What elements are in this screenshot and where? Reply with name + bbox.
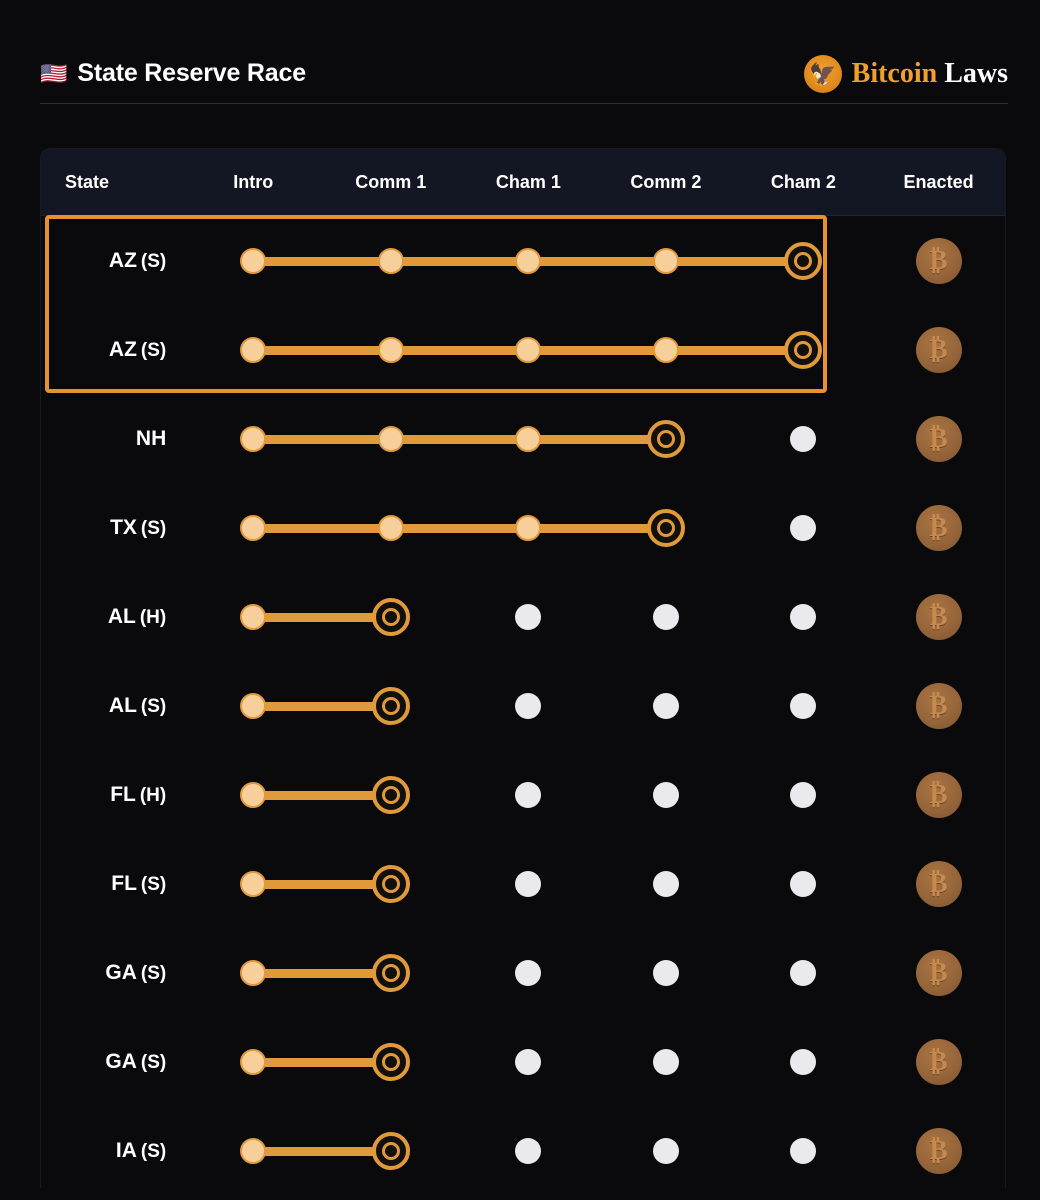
stage-cell-cham-2[interactable] [735,483,873,572]
enacted-cell [872,594,1005,640]
stage-cell-intro[interactable] [184,1017,322,1106]
stage-cell-comm-2[interactable] [597,661,735,750]
stage-cell-intro[interactable] [184,394,322,483]
eagle-seal-icon [804,55,842,93]
table-row[interactable] [41,305,1005,394]
bitcoin-coin-icon: ₿ [916,416,962,462]
state-reserve-race-table [40,148,1006,1188]
stage-node-current[interactable] [372,598,410,636]
stage-node-done[interactable] [240,1138,266,1164]
stage-node-done[interactable] [515,515,541,541]
bitcoin-coin-icon: ₿ [916,1128,962,1174]
stage-cell-comm-2[interactable] [597,839,735,928]
stage-connector [391,435,536,444]
stage-cell-intro[interactable] [184,928,322,1017]
stage-node-done[interactable] [240,871,266,897]
page-title: State Reserve Race [77,59,306,87]
brand-wordmark [852,58,1008,90]
state-chamber: (S) [140,1140,167,1162]
table-row[interactable] [41,661,1005,750]
state-chamber: (S) [140,1051,167,1073]
stage-node-done[interactable] [240,515,266,541]
row-state-label [41,694,184,718]
stage-node-current[interactable] [784,331,822,369]
stage-node-done[interactable] [240,604,266,630]
stage-node-pending[interactable] [515,693,541,719]
stage-cell-cham-1[interactable] [459,1017,597,1106]
row-state-label [41,961,184,985]
stage-cell-comm-2[interactable] [597,1017,735,1106]
bitcoin-coin-icon: ₿ [916,238,962,284]
stage-node-done[interactable] [240,248,266,274]
row-state-label [41,249,184,273]
stage-node-pending[interactable] [790,604,816,630]
state-chamber: (H) [139,784,167,806]
stage-node-done[interactable] [240,426,266,452]
stage-connector [391,346,536,355]
stage-node-pending[interactable] [515,604,541,630]
stage-cell-cham-2[interactable] [735,572,873,661]
stage-node-done[interactable] [240,1049,266,1075]
table-row[interactable] [41,1017,1005,1106]
state-abbr: AZ [108,248,137,272]
enacted-cell [872,416,1005,462]
state-chamber: (S) [140,250,167,272]
row-state-label [41,605,184,629]
page-header [40,44,1008,104]
state-abbr: FL [111,871,137,895]
stage-node-done[interactable] [240,782,266,808]
stage-node-done[interactable] [378,248,404,274]
stage-cell-intro[interactable] [184,839,322,928]
stage-cell-cham-2[interactable] [735,839,873,928]
stage-node-done[interactable] [378,426,404,452]
stage-node-done[interactable] [240,693,266,719]
stage-node-current[interactable] [372,954,410,992]
row-state-label [41,872,184,896]
stage-node-pending[interactable] [790,782,816,808]
stage-cell-intro[interactable] [184,216,322,305]
stage-cell-intro[interactable] [184,483,322,572]
stage-cell-intro[interactable] [184,572,322,661]
enacted-cell [872,683,1005,729]
table-row[interactable] [41,928,1005,1017]
stage-node-pending[interactable] [790,1049,816,1075]
stage-connector [253,257,398,266]
row-state-label [41,1139,184,1163]
stage-connector [253,524,398,533]
stage-cell-comm-2[interactable] [597,750,735,839]
eagle-glyph: 🦅 [808,61,837,87]
column-header-comm-1: Comm 1 [355,171,427,192]
table-row[interactable] [41,572,1005,661]
table-header-row [41,149,1005,216]
stage-cell-cham-1[interactable] [459,928,597,1017]
bitcoin-coin-icon: ₿ [916,594,962,640]
brand-word-laws: Laws [944,57,1008,89]
stage-cell-cham-2[interactable] [735,1106,873,1188]
row-state-label [41,338,184,362]
stage-cell-cham-1[interactable] [459,839,597,928]
stage-node-pending[interactable] [653,604,679,630]
stage-node-pending[interactable] [790,693,816,719]
stage-node-pending[interactable] [515,1138,541,1164]
stage-cell-cham-1[interactable] [459,750,597,839]
stage-node-current[interactable] [372,865,410,903]
state-abbr: TX [110,515,137,539]
enacted-cell [872,505,1005,551]
flag-us-icon: 🇺🇸 [40,60,68,86]
stage-node-done[interactable] [240,337,266,363]
brand-logo[interactable] [804,55,1008,93]
enacted-cell [872,772,1005,818]
stage-cell-intro[interactable] [184,1106,322,1188]
stage-node-done[interactable] [515,337,541,363]
table-row[interactable] [41,483,1005,572]
state-abbr: AL [108,693,137,717]
state-chamber: (S) [140,339,167,361]
enacted-cell [872,327,1005,373]
state-abbr: GA [105,1049,137,1073]
stage-cell-cham-2[interactable] [735,1017,873,1106]
column-header-cham-2: Cham 2 [770,171,836,192]
bitcoin-coin-icon: ₿ [916,1039,962,1085]
stage-node-pending[interactable] [653,693,679,719]
stage-connector [391,524,536,533]
stage-node-done[interactable] [515,426,541,452]
stage-cell-cham-2[interactable] [735,750,873,839]
stage-cell-intro[interactable] [184,305,322,394]
stage-node-pending[interactable] [653,871,679,897]
stage-node-current[interactable] [372,687,410,725]
stage-node-done[interactable] [378,515,404,541]
bitcoin-coin-icon: ₿ [916,861,962,907]
state-abbr: GA [105,960,137,984]
stage-cell-cham-2[interactable] [735,394,873,483]
stage-node-pending[interactable] [790,871,816,897]
stage-node-current[interactable] [784,242,822,280]
bitcoin-coin-icon: ₿ [916,505,962,551]
column-header-comm-2: Comm 2 [630,171,702,192]
stage-cell-cham-1[interactable] [459,1106,597,1188]
column-header-cham-1: Cham 1 [495,171,561,192]
bitcoin-coin-icon: ₿ [916,327,962,373]
bitcoin-coin-icon: ₿ [916,772,962,818]
brand-word-bitcoin: Bitcoin [851,57,938,89]
state-chamber: (S) [140,517,167,539]
stage-connector [528,346,673,355]
row-state-label [41,516,184,540]
stage-node-pending[interactable] [653,960,679,986]
stage-node-pending[interactable] [790,426,816,452]
stage-node-pending[interactable] [515,1049,541,1075]
stage-node-current[interactable] [372,1043,410,1081]
enacted-cell [872,1128,1005,1174]
bitcoin-coin-icon: ₿ [916,950,962,996]
stage-node-pending[interactable] [653,782,679,808]
stage-node-done[interactable] [378,337,404,363]
table-row[interactable] [41,839,1005,928]
bitcoin-coin-icon: ₿ [916,683,962,729]
state-chamber: (H) [139,606,167,628]
stage-node-current[interactable] [647,420,685,458]
stage-node-pending[interactable] [790,960,816,986]
state-abbr: AZ [108,337,137,361]
stage-cell-cham-1[interactable] [459,661,597,750]
column-header-enacted: Enacted [903,171,974,192]
stage-node-pending[interactable] [653,1049,679,1075]
stage-node-pending[interactable] [790,1138,816,1164]
table-row[interactable] [41,394,1005,483]
stage-node-pending[interactable] [790,515,816,541]
stage-connector [528,257,673,266]
table-row[interactable] [41,216,1005,305]
stage-node-pending[interactable] [515,871,541,897]
stage-node-current[interactable] [647,509,685,547]
enacted-cell [872,950,1005,996]
state-abbr: IA [115,1138,137,1162]
stage-cell-cham-2[interactable] [735,928,873,1017]
enacted-cell [872,861,1005,907]
stage-node-pending[interactable] [515,960,541,986]
state-chamber: (S) [140,695,167,717]
stage-node-done[interactable] [240,960,266,986]
column-header-intro: Intro [233,171,274,192]
row-state-label [41,1050,184,1074]
row-state-label [41,427,184,451]
stage-node-done[interactable] [653,337,679,363]
stage-node-done[interactable] [653,248,679,274]
state-chamber: (S) [140,962,167,984]
state-abbr: NH [135,426,167,450]
stage-cell-cham-1[interactable] [459,572,597,661]
state-abbr: AL [107,604,136,628]
table-row[interactable] [41,750,1005,839]
stage-node-done[interactable] [515,248,541,274]
stage-cell-cham-2[interactable] [735,661,873,750]
stage-connector [253,346,398,355]
stage-cell-comm-2[interactable] [597,572,735,661]
stage-connector [391,257,536,266]
table-body [41,216,1005,1188]
stage-node-pending[interactable] [515,782,541,808]
stage-cell-comm-2[interactable] [597,1106,735,1188]
stage-cell-intro[interactable] [184,661,322,750]
stage-connector [253,435,398,444]
header-title-group [40,59,306,88]
enacted-cell [872,1039,1005,1085]
stage-cell-comm-2[interactable] [597,928,735,1017]
stage-node-current[interactable] [372,776,410,814]
stage-cell-intro[interactable] [184,750,322,839]
enacted-cell [872,238,1005,284]
column-header-state: State [65,171,110,192]
state-abbr: FL [110,782,136,806]
state-chamber: (S) [140,873,167,895]
stage-node-current[interactable] [372,1132,410,1170]
stage-node-pending[interactable] [653,1138,679,1164]
row-state-label [41,783,184,807]
table-row[interactable] [41,1106,1005,1188]
